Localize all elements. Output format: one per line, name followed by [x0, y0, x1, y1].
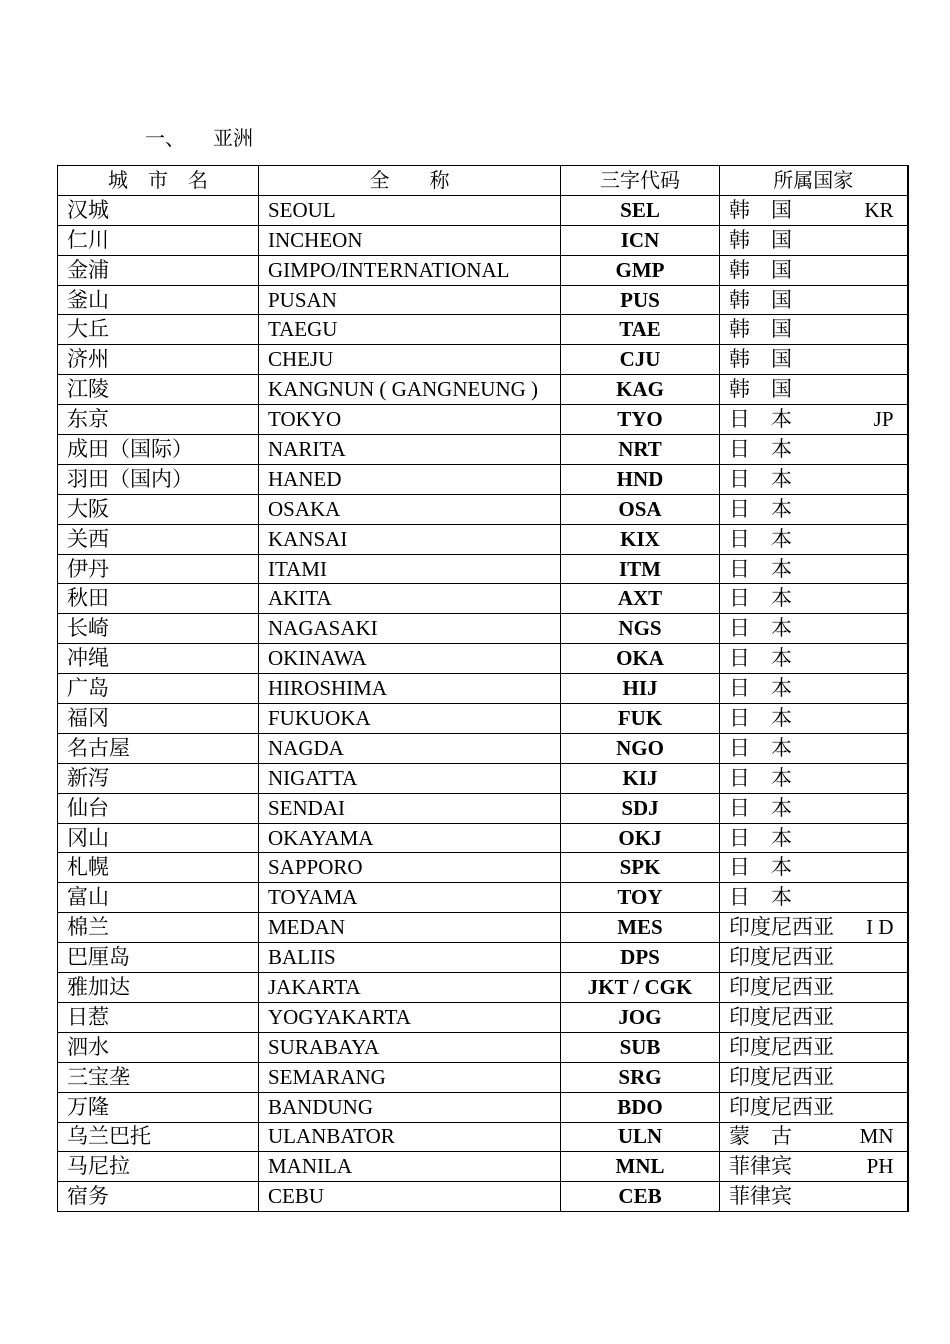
full-name-cell: HANED — [259, 464, 561, 494]
country-cell — [720, 913, 908, 943]
table-row — [58, 1032, 908, 1062]
country-cell — [720, 405, 908, 435]
country-cell — [720, 823, 908, 853]
airport-code-table — [57, 165, 909, 1212]
city-cell: 冲绳 — [58, 644, 259, 674]
full-name-cell: MEDAN — [259, 913, 561, 943]
city-cell: 新泻 — [58, 763, 259, 793]
country-cell — [720, 1032, 908, 1062]
city-cell: 成田（国际） — [58, 435, 259, 465]
full-name-cell: OSAKA — [259, 494, 561, 524]
code-cell: TYO — [561, 405, 720, 435]
code-cell: SUB — [561, 1032, 720, 1062]
code-cell: SDJ — [561, 793, 720, 823]
city-cell: 万隆 — [58, 1092, 259, 1122]
code-cell: PUS — [561, 285, 720, 315]
full-name-cell: TAEGU — [259, 315, 561, 345]
country-cell — [720, 943, 908, 973]
city-cell: 棉兰 — [58, 913, 259, 943]
country-cell — [720, 1152, 908, 1182]
country-iso-code: PH — [866, 1154, 894, 1179]
city-cell: 三宝垄 — [58, 1062, 259, 1092]
city-cell: 江陵 — [58, 375, 259, 405]
country-cell — [720, 584, 908, 614]
full-name-cell: FUKUOKA — [259, 704, 561, 734]
table-row — [58, 524, 908, 554]
country-cell — [720, 733, 908, 763]
code-cell: CEB — [561, 1182, 720, 1212]
header-full-name: 全 称 — [259, 166, 561, 196]
country-name: 日 本 — [729, 885, 792, 910]
country-name: 韩 国 — [729, 317, 792, 342]
city-cell: 马尼拉 — [58, 1152, 259, 1182]
city-cell: 秋田 — [58, 584, 259, 614]
country-name: 韩 国 — [729, 347, 792, 372]
city-cell: 广岛 — [58, 674, 259, 704]
code-cell: OKJ — [561, 823, 720, 853]
city-cell: 长崎 — [58, 614, 259, 644]
full-name-cell: ULANBATOR — [259, 1122, 561, 1152]
country-cell — [720, 195, 908, 225]
table-row — [58, 883, 908, 913]
country-name: 日 本 — [729, 646, 792, 671]
country-cell — [720, 853, 908, 883]
city-cell: 雅加达 — [58, 973, 259, 1003]
code-cell: SPK — [561, 853, 720, 883]
country-name: 韩 国 — [729, 257, 792, 282]
code-cell: MES — [561, 913, 720, 943]
code-cell: NGO — [561, 733, 720, 763]
city-cell: 巴厘岛 — [58, 943, 259, 973]
table-row — [58, 435, 908, 465]
full-name-cell: SEMARANG — [259, 1062, 561, 1092]
city-cell: 金浦 — [58, 255, 259, 285]
full-name-cell: SENDAI — [259, 793, 561, 823]
country-cell — [720, 614, 908, 644]
country-cell — [720, 524, 908, 554]
country-name: 日 本 — [729, 765, 792, 790]
country-name: 印度尼西亚 — [729, 974, 834, 999]
country-name: 日 本 — [729, 825, 792, 850]
city-cell: 富山 — [58, 883, 259, 913]
country-cell — [720, 1002, 908, 1032]
code-cell: JOG — [561, 1002, 720, 1032]
city-cell: 宿务 — [58, 1182, 259, 1212]
full-name-cell: OKAYAMA — [259, 823, 561, 853]
table-row — [58, 973, 908, 1003]
code-cell: NGS — [561, 614, 720, 644]
country-iso-code: KR — [864, 197, 894, 222]
code-cell: ITM — [561, 554, 720, 584]
country-cell — [720, 285, 908, 315]
table-row — [58, 195, 908, 225]
country-cell — [720, 883, 908, 913]
code-cell: BDO — [561, 1092, 720, 1122]
country-cell — [720, 1092, 908, 1122]
table-row — [58, 1062, 908, 1092]
table-row — [58, 644, 908, 674]
full-name-cell: NIGATTA — [259, 763, 561, 793]
country-cell — [720, 464, 908, 494]
country-cell — [720, 255, 908, 285]
country-name: 日 本 — [729, 795, 792, 820]
full-name-cell: ITAMI — [259, 554, 561, 584]
country-cell — [720, 375, 908, 405]
country-name: 印度尼西亚 — [729, 945, 834, 970]
table-row — [58, 554, 908, 584]
country-name: 韩 国 — [729, 287, 792, 312]
full-name-cell: MANILA — [259, 1152, 561, 1182]
full-name-cell: SURABAYA — [259, 1032, 561, 1062]
country-cell — [720, 345, 908, 375]
country-name: 日 本 — [729, 556, 792, 581]
country-name: 韩 国 — [729, 197, 792, 222]
code-cell: JKT / CGK — [561, 973, 720, 1003]
country-name: 印度尼西亚 — [729, 1004, 834, 1029]
code-cell: SRG — [561, 1062, 720, 1092]
table-row — [58, 704, 908, 734]
code-cell: SEL — [561, 195, 720, 225]
full-name-cell: JAKARTA — [259, 973, 561, 1003]
city-cell: 仙台 — [58, 793, 259, 823]
section-title: 亚洲 — [213, 126, 253, 150]
city-cell: 日惹 — [58, 1002, 259, 1032]
country-name: 日 本 — [729, 855, 792, 880]
country-cell — [720, 494, 908, 524]
code-cell: AXT — [561, 584, 720, 614]
table-row — [58, 584, 908, 614]
code-cell: DPS — [561, 943, 720, 973]
table-row — [58, 225, 908, 255]
country-iso-code: MN — [859, 1124, 894, 1149]
code-cell: GMP — [561, 255, 720, 285]
table-row — [58, 345, 908, 375]
full-name-cell: AKITA — [259, 584, 561, 614]
table-row — [58, 1152, 908, 1182]
full-name-cell: OKINAWA — [259, 644, 561, 674]
country-name: 菲律宾 — [729, 1184, 792, 1209]
full-name-cell: GIMPO/INTERNATIONAL — [259, 255, 561, 285]
country-cell — [720, 554, 908, 584]
table-row — [58, 943, 908, 973]
code-cell: TAE — [561, 315, 720, 345]
table-row — [58, 1182, 908, 1212]
table-row — [58, 1092, 908, 1122]
full-name-cell: NAGDA — [259, 733, 561, 763]
table-row — [58, 674, 908, 704]
table-row — [58, 405, 908, 435]
country-name: 日 本 — [729, 407, 792, 432]
code-cell: OSA — [561, 494, 720, 524]
header-city: 城 市 名 — [58, 166, 259, 196]
table-row — [58, 793, 908, 823]
city-cell: 釜山 — [58, 285, 259, 315]
city-cell: 大阪 — [58, 494, 259, 524]
country-cell — [720, 704, 908, 734]
city-cell: 伊丹 — [58, 554, 259, 584]
country-name: 印度尼西亚 — [729, 915, 834, 940]
table-header-row — [58, 166, 908, 196]
country-name: 蒙 古 — [729, 1124, 792, 1149]
section-heading — [145, 122, 253, 151]
table-row — [58, 913, 908, 943]
country-cell — [720, 973, 908, 1003]
country-name: 韩 国 — [729, 227, 792, 252]
full-name-cell: HIROSHIMA — [259, 674, 561, 704]
code-cell: KAG — [561, 375, 720, 405]
table-body — [58, 195, 908, 1211]
city-cell: 东京 — [58, 405, 259, 435]
table-row — [58, 315, 908, 345]
table-row — [58, 763, 908, 793]
city-cell: 乌兰巴托 — [58, 1122, 259, 1152]
country-name: 日 本 — [729, 526, 792, 551]
full-name-cell: CEBU — [259, 1182, 561, 1212]
country-name: 日 本 — [729, 616, 792, 641]
full-name-cell: PUSAN — [259, 285, 561, 315]
country-name: 日 本 — [729, 466, 792, 491]
country-cell — [720, 1062, 908, 1092]
full-name-cell: NARITA — [259, 435, 561, 465]
country-name: 日 本 — [729, 705, 792, 730]
country-cell — [720, 435, 908, 465]
country-cell — [720, 644, 908, 674]
country-name: 日 本 — [729, 676, 792, 701]
table-row — [58, 614, 908, 644]
full-name-cell: TOYAMA — [259, 883, 561, 913]
full-name-cell: CHEJU — [259, 345, 561, 375]
code-cell: KIX — [561, 524, 720, 554]
full-name-cell: TOKYO — [259, 405, 561, 435]
country-name: 日 本 — [729, 586, 792, 611]
country-iso-code: I D — [866, 915, 894, 940]
city-cell: 仁川 — [58, 225, 259, 255]
city-cell: 羽田（国内） — [58, 464, 259, 494]
country-cell — [720, 315, 908, 345]
code-cell: CJU — [561, 345, 720, 375]
full-name-cell: YOGYAKARTA — [259, 1002, 561, 1032]
code-cell: FUK — [561, 704, 720, 734]
city-cell: 札幌 — [58, 853, 259, 883]
full-name-cell: INCHEON — [259, 225, 561, 255]
code-cell: ULN — [561, 1122, 720, 1152]
code-cell: TOY — [561, 883, 720, 913]
code-cell: ICN — [561, 225, 720, 255]
table-row — [58, 1002, 908, 1032]
country-name: 日 本 — [729, 496, 792, 521]
full-name-cell: KANSAI — [259, 524, 561, 554]
city-cell: 大丘 — [58, 315, 259, 345]
country-cell — [720, 225, 908, 255]
code-cell: OKA — [561, 644, 720, 674]
city-cell: 关西 — [58, 524, 259, 554]
city-cell: 济州 — [58, 345, 259, 375]
table-row — [58, 255, 908, 285]
country-cell — [720, 793, 908, 823]
code-cell: NRT — [561, 435, 720, 465]
country-iso-code: JP — [873, 407, 894, 432]
code-cell: MNL — [561, 1152, 720, 1182]
full-name-cell: BALIIS — [259, 943, 561, 973]
country-cell — [720, 1122, 908, 1152]
country-name: 印度尼西亚 — [729, 1064, 834, 1089]
table-row — [58, 494, 908, 524]
full-name-cell: KANGNUN ( GANGNEUNG ) — [259, 375, 561, 405]
country-name: 日 本 — [729, 735, 792, 760]
country-cell — [720, 763, 908, 793]
table-row — [58, 1122, 908, 1152]
city-cell: 冈山 — [58, 823, 259, 853]
country-name: 印度尼西亚 — [729, 1034, 834, 1059]
table-row — [58, 464, 908, 494]
country-name: 日 本 — [729, 436, 792, 461]
full-name-cell: SEOUL — [259, 195, 561, 225]
full-name-cell: BANDUNG — [259, 1092, 561, 1122]
city-cell: 泗水 — [58, 1032, 259, 1062]
code-cell: KIJ — [561, 763, 720, 793]
country-name: 印度尼西亚 — [729, 1094, 834, 1119]
code-cell: HIJ — [561, 674, 720, 704]
table-row — [58, 823, 908, 853]
country-cell — [720, 1182, 908, 1212]
country-name: 韩 国 — [729, 377, 792, 402]
country-cell — [720, 674, 908, 704]
full-name-cell: SAPPORO — [259, 853, 561, 883]
city-cell: 汉城 — [58, 195, 259, 225]
city-cell: 福冈 — [58, 704, 259, 734]
city-cell: 名古屋 — [58, 733, 259, 763]
header-code: 三字代码 — [561, 166, 720, 196]
table-row — [58, 733, 908, 763]
full-name-cell: NAGASAKI — [259, 614, 561, 644]
code-cell: HND — [561, 464, 720, 494]
table-row — [58, 375, 908, 405]
table-row — [58, 285, 908, 315]
country-name: 菲律宾 — [729, 1154, 792, 1179]
table-row — [58, 853, 908, 883]
header-country: 所属国家 — [720, 166, 908, 196]
section-number: 一、 — [145, 126, 185, 150]
